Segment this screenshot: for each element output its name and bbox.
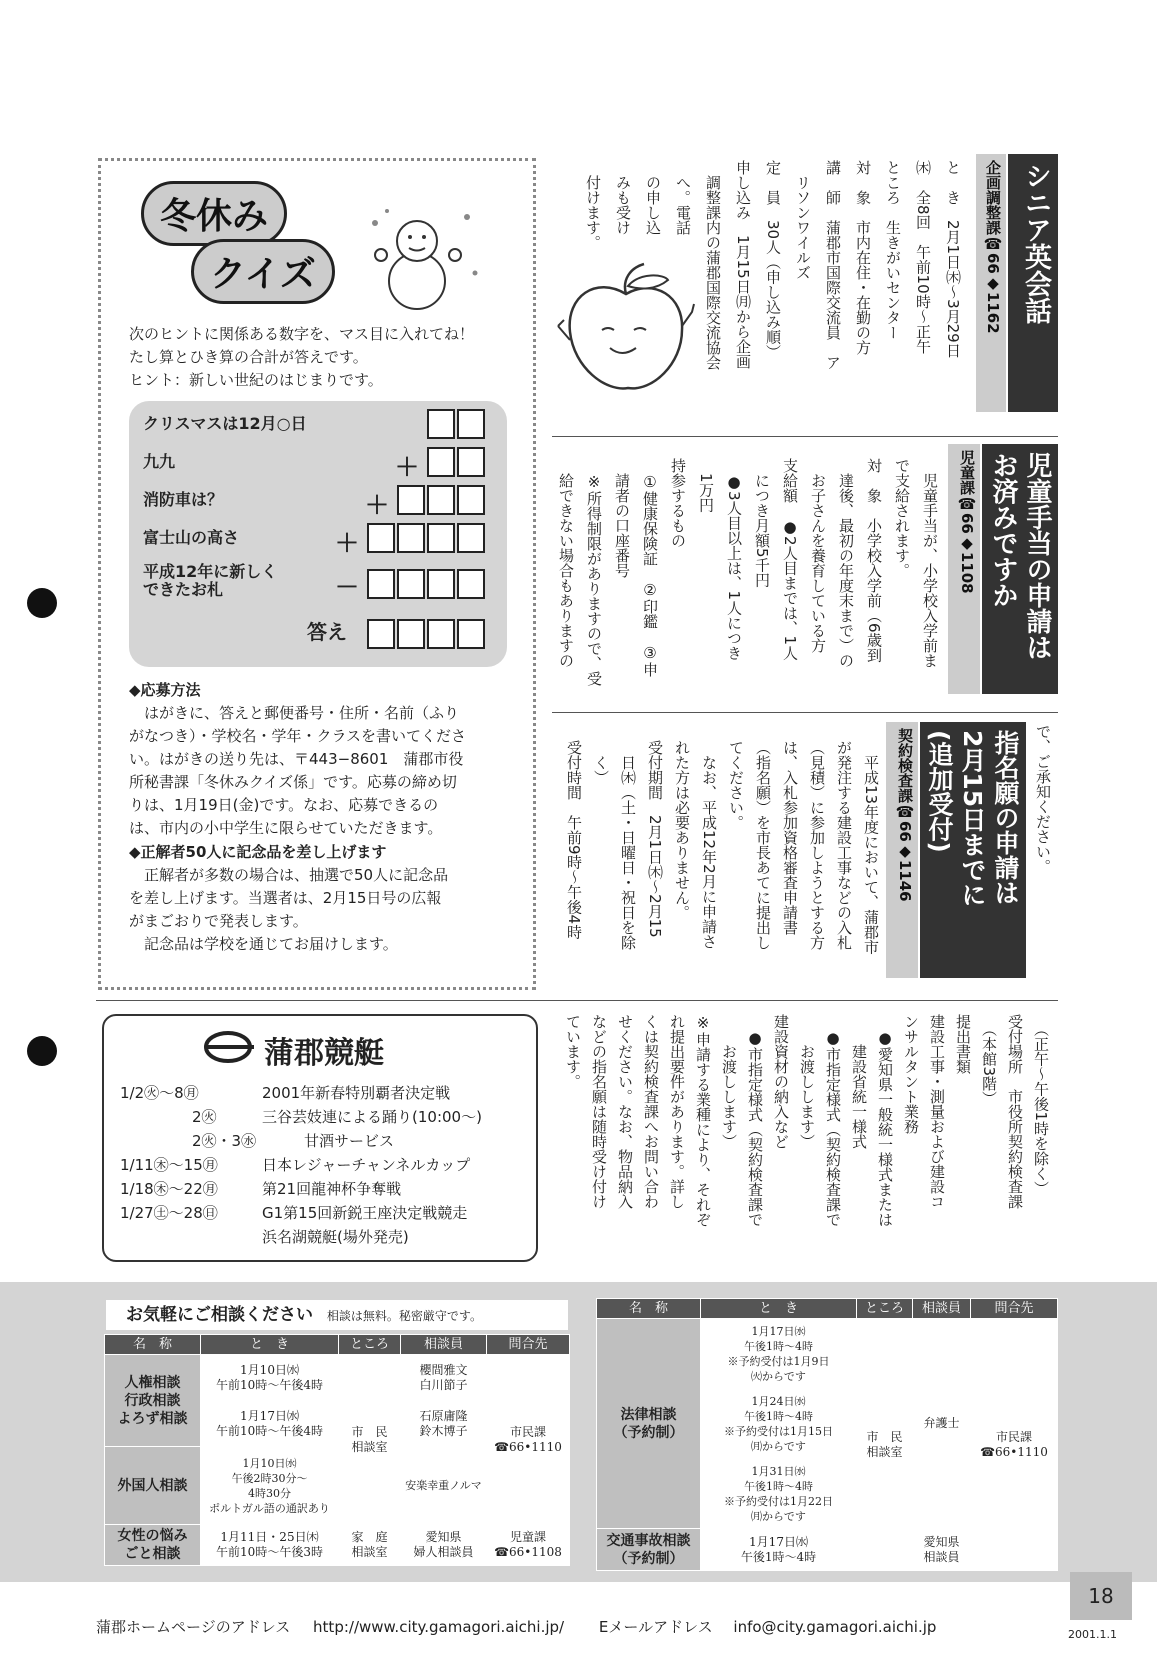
schedule-date: 1/18㊍～22㊊ [120,1180,218,1198]
answer-box[interactable] [397,485,425,515]
consultation-table-left: 名 称 と き ところ 相談員 問合先 人権相談 行政相談 よろず相談 1月10日㈬ 午前10時～午後4時 市 民 相談室 櫻間雅文 白川節子 市民課 ☎66•1110 1月17日㈬ 午前10時～午後4時 石原庸隆 鈴木博子 外国人相談 1月10日㈬ 午後2時30分～ 4時30分 ポルトガル語の通訳あり 安楽幸重ノルマ 女性の悩み ごと相談 1月11日・25日㈭ 午前10時～午後3時 家 庭 相談室 愛知県 婦人相談員 児童課 ☎66•1108 [104,1334,570,1566]
consult-staff: 愛知県 婦人相談員 [401,1525,487,1566]
consult-time: 1月17日㈬ 午前10時～午後4時 [201,1401,339,1447]
consult-place: 家 庭 相談室 [339,1525,401,1566]
answer-box[interactable] [427,619,455,649]
answer-box[interactable] [457,569,485,599]
consult-time: 1月10日㈬ 午後2時30分～ 4時30分 ポルトガル語の通訳あり [201,1447,339,1525]
quiz-panel [129,401,507,667]
winter-quiz [98,158,536,990]
consult-place: 市 民 相談室 [857,1319,913,1571]
child-dept: 児童課☎66◆1108 [948,444,980,694]
snowman-illustration [367,203,487,313]
schedule-date: 2㊋ [192,1108,217,1126]
consultation-table-right: 名 称 と き ところ 相談員 問合先 法律相談 （予約制） 1月17日㈬ 午後1時～4時 ※予約受付は1月9日 ㈫からです 市 民 相談室 弁護士 市民課 ☎66•1110 1月24日㈬ 午後1時～4時 ※予約受付は1月15日 ㈪からです 1月31日㈬ 午後1時～4時 ※予約受付は1月22日 ㈪からです 交通事故相談 （予約制） 1月17日㈬ 午後1時～4時 愛知県 相談員 [596,1298,1058,1571]
answer-box[interactable] [427,523,455,553]
divider [552,436,1058,437]
schedule-event: 日本レジャーチャンネルカップ [262,1156,471,1174]
schedule-date: 2㊋・3㊌ [192,1132,257,1150]
answer-box[interactable] [427,409,455,439]
quiz-row: 消防車は？ ＋ [143,485,493,517]
quiz-row: 九九 ＋ [143,447,493,479]
consult-staff: 安楽幸重ノルマ [401,1447,487,1525]
consult-contact: 市民課 ☎66•1110 [971,1319,1058,1571]
answer-box[interactable] [367,569,395,599]
quiz-title-2: クイズ [191,239,335,304]
quiz-row: 平成12年に新しくできたお札 － [143,563,493,605]
senior-title: シニア英会話 [1008,154,1058,412]
answer-box[interactable] [457,409,485,439]
quiz-row: 富士山の高さ ＋ [143,523,493,555]
consult-time: 1月24日㈬ 午後1時～4時 ※予約受付は1月15日 ㈪からです [701,1389,857,1459]
schedule-date: 1/2㊋～8㊊ [120,1084,199,1102]
binder-hole [27,588,57,618]
schedule-event: 浜名湖競艇(場外発売) [262,1228,409,1246]
senior-dept: 企画調整課☎66◆1162 [976,154,1006,412]
consult-time: 1月31日㈬ 午後1時～4時 ※予約受付は1月22日 ㈪からです [701,1459,857,1529]
quiz-row: クリスマスは12月○日 [143,409,493,441]
consult-staff: 愛知県 相談員 [913,1529,971,1571]
divider [552,712,1058,713]
prize-info: ◆正解者50人に記念品を差し上げます 正解者が多数の場合は、抽選で50人に記念品 を差し上げます。当選者は、2月15日号の広報 がまごおりで発表します。 記念品は学校を通じてお届けします。 [129,843,449,953]
quiz-title-1: 冬休み [141,181,287,246]
homepage-link[interactable]: http://www.city.gamagori.aichi.jp/ [313,1618,565,1636]
schedule-event: 2001年新春特別覇者決定戦 [262,1084,451,1102]
boat-race-schedule [102,1014,538,1262]
consult-contact: 市民課 ☎66•1110 [487,1355,570,1525]
quiz-intro: 次のヒントに関係ある数字を、マス目に入れてね！ たし算とひき算の合計が答えです。 ヒント：新しい世紀のはじまりです。 [129,325,475,389]
consult-name: 法律相談 （予約制） [597,1319,701,1529]
answer-box[interactable] [427,569,455,599]
page-number: 18 [1070,1572,1132,1620]
footer: 蒲郡ホームページのアドレス http://www.city.gamagori.aichi.jp/ Eメールアドレス info@city.gamagori.aichi.jp [96,1618,937,1636]
divider [96,1000,1058,1001]
email-link[interactable]: info@city.gamagori.aichi.jp [733,1618,937,1636]
answer-box[interactable] [427,485,455,515]
answer-box[interactable] [397,569,425,599]
schedule-event: G1第15回新鋭王座決定戦競走 [262,1204,468,1222]
apple-mascot-illustration [556,256,698,404]
schedule-date: 1/27㊏～28㊐ [120,1204,218,1222]
consult-contact: 児童課 ☎66•1108 [487,1525,570,1566]
consult-time: 1月17日㈬ 午後1時～4時 ※予約受付は1月9日 ㈫からです [701,1319,857,1389]
consult-place: 市 民 相談室 [339,1355,401,1525]
consultation-title: お気軽にご相談ください 相談は無料。秘密厳守です。 [106,1300,568,1330]
consult-time: 1月11日・25日㈭ 午前10時～午後3時 [201,1525,339,1566]
bid-title: 指名願の申請は 2月15日までに (追加受付) [920,722,1026,978]
quiz-answer-row: 答え [143,619,493,651]
bid-dept: 契約検査課☎66◆1146 [886,722,918,978]
bid-lead: で、ご承知ください。 [1034,724,1052,874]
senior-body: と き 2月1日㈭～3月29日 ㈭ 全8回 午前10時～正午 ところ 生きがいセンター 対 象 市内在住・在勤の方 講 師 蒲郡市国際交流員 ア リソンワイルズ 定 員 30人（申し込み順） 申し込み 1月15日㈪から企画 調整課内の蒲郡国際交流協会 へ。電話 の申し込 みも受け 付けます。 [584,160,962,370]
consult-name: 交通事故相談 （予約制） [597,1529,701,1571]
schedule-event: 第21回龍神杯争奪戦 [262,1180,402,1198]
schedule-event: 甘酒サービス [304,1132,395,1150]
child-title: 児童手当の申請は お済みですか [982,444,1058,694]
answer-box[interactable] [457,523,485,553]
answer-box[interactable] [367,523,395,553]
answer-box[interactable] [397,523,425,553]
consult-time: 1月10日㈬ 午前10時～午後4時 [201,1355,339,1401]
answer-box[interactable] [457,447,485,477]
answer-box[interactable] [397,619,425,649]
consult-staff: 弁護士 [913,1319,971,1529]
schedule-date: 1/11㊍～15㊊ [120,1156,218,1174]
schedule-event: 三谷芸妓連による踊り(10:00～) [262,1108,482,1126]
consult-staff: 石原庸隆 鈴木博子 [401,1401,487,1447]
entry-method: ◆応募方法 はがきに、答えと郵便番号・住所・名前（ふり がなつき）・学校名・学年・クラスを書いてくださ い。はがきの送り先は、〒443−8601 蒲郡市役 所秘書課「冬休みクイズ係」です。応募の締め切 りは、1月19日(金)です。なお、応募できるの は、市内の小中学生に限らせていただきます。 [129,681,467,837]
boat-race-logo-icon [204,1030,256,1064]
consult-name: 外国人相談 [105,1447,201,1525]
consult-time: 1月17日㈬ 午後1時～4時 [701,1529,857,1571]
consult-name: 人権相談 行政相談 よろず相談 [105,1355,201,1447]
child-body: 児童手当が、小学校入学前ま で支給されます。 対 象 小学校入学前（6歳到 達後、最初の年度末まで）の お子さんを養育している方 支給額 ●2人目までは、1人 につき月額5千円 ●3人目以上は、1人につき 1万円 持参するもの ①健康保険証 ②印鑑 ③申 請者の口座番号 ※所得制限がありますので、受 給できない場合もありますの [557,458,939,686]
boat-race-title: 蒲郡競艇 [264,1036,384,1071]
answer-box[interactable] [457,619,485,649]
binder-hole [27,1036,57,1066]
answer-box[interactable] [367,619,395,649]
bid-body-continued: （正午～午後1時を除く） 受付場所 市役所契約検査課 （本館3階） 提出書類 建設工事・測量および建設コ ンサルタント業務 ●愛知県一般統一様式または 建設省統一様式 ●市指定様式（契約検査課で お渡しします） 建設資材の納入など ●市指定様式（契約検査課で お渡しします） ※申請する業種により、それぞ れ提出要件があります。詳し くは契約検査課へお問い合わ せください。なお、物品納入 などの指名願は随時受け付け ています。 [564,1014,1050,1227]
answer-box[interactable] [457,485,485,515]
bid-body: 平成13年度において、蒲郡市 が発注する建設工事などの入札 （見積）に参加しようとする方 は、入札参加資格審査申請書 （指名願）を市長あてに提出し てください。 なお、平成12年2月に申請さ れた方は必要ありません。 受付期間 2月1日㈭～2月15 日㈭（土・日曜日・祝日を除 く） 受付時間 午前9時～午後4時 [565,740,880,955]
consult-name: 女性の悩み ごと相談 [105,1525,201,1566]
answer-box[interactable] [427,447,455,477]
issue-date: 2001.1.1 [1068,1628,1117,1641]
consult-staff: 櫻間雅文 白川節子 [401,1355,487,1401]
